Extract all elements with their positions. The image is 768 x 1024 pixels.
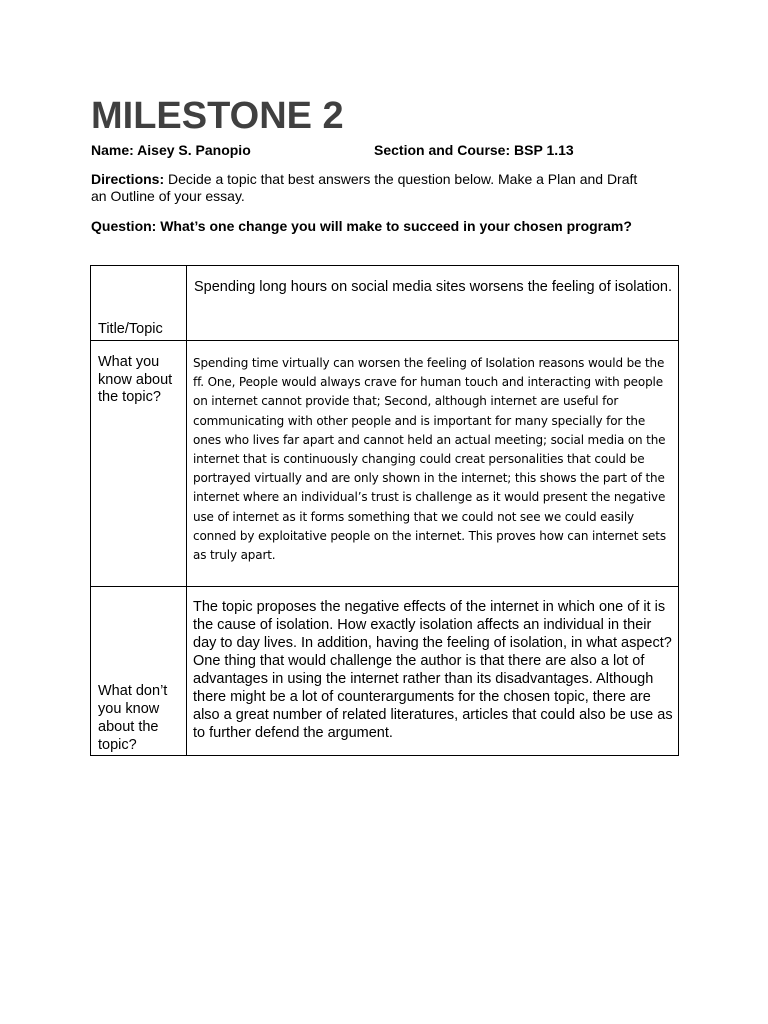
directions-text: Decide a topic that best answers the question below. Make a Plan and Draft an Outline of your essay. xyxy=(91,171,638,204)
row-label-what-you-dont-know: What don’t you know about the topic? xyxy=(91,587,187,756)
table-row xyxy=(91,587,679,756)
table-row xyxy=(91,341,679,587)
row-content-what-you-dont-know: The topic proposes the negative effects of the internet in which one of it is the cause of isolation. How exactly isolation affects an individual in their day to day lives. In addition, having the feeling of isolation, in what aspect? One thing that would challenge the author is that there are also a lot of advantages in using the internet rather than its disadvantages. Although there might be a lot of counterarguments for the chosen topic, there are also a great number of related literatures, articles that could also be use as to further defend the argument. xyxy=(187,587,679,756)
row-label-title-topic: Title/Topic xyxy=(91,266,187,341)
page-title: MILESTONE 2 xyxy=(91,95,344,137)
row-content-what-you-know: Spending time virtually can worsen the feeling of Isolation reasons would be the ff. One, People would always crave for human touch and interacting with people on internet cannot provide that; Second, although internet are useful for communicating with other people and is important for many specially for the ones who lives far apart and cannot held an actual meeting; social media on the internet that is continuously changing could creat personalities that could be portrayed virtually and are only shown in the internet; this shows the part of the internet where an individual’s trust is challenge as it would present the negative use of internet as it forms something that we could not see we could easily conned by exploitative people on the internet. This proves how can internet sets as truly apart. xyxy=(187,341,679,587)
directions xyxy=(91,171,651,205)
row-label-what-you-know: What you know about the topic? xyxy=(91,341,187,587)
student-name: Name: Aisey S. Panopio xyxy=(91,142,251,158)
row-content-title-topic: Spending long hours on social media sites worsens the feeling of isolation. xyxy=(187,266,679,341)
outline-table xyxy=(90,265,679,756)
directions-label: Directions: xyxy=(91,171,165,187)
question: Question: What’s one change you will make to succeed in your chosen program? xyxy=(91,218,632,234)
table-row xyxy=(91,266,679,341)
section-and-course: Section and Course: BSP 1.13 xyxy=(374,142,574,158)
